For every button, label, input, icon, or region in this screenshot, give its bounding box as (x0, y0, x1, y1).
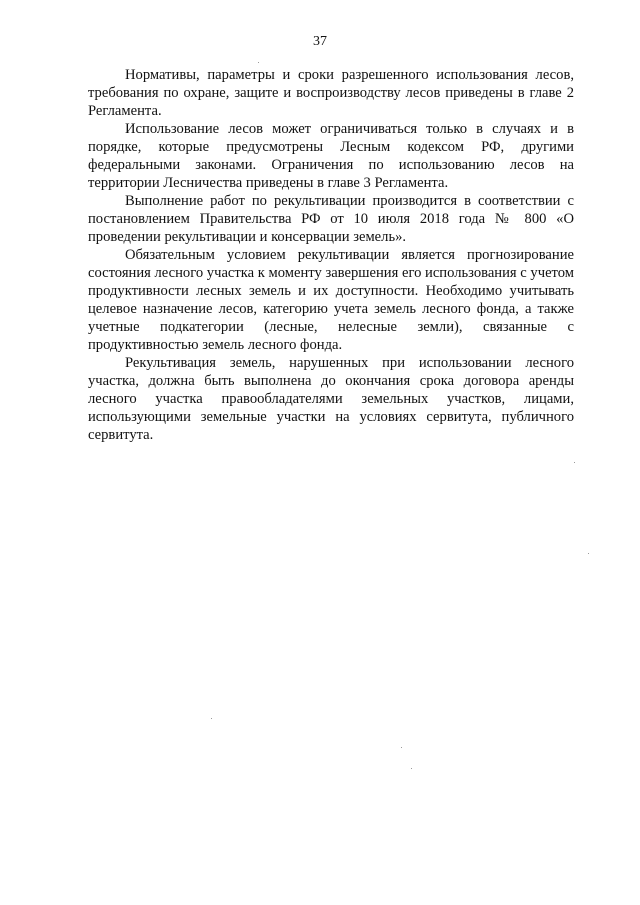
page-number: 37 (313, 34, 327, 49)
paragraph-recultivation-basis: Выполнение работ по рекультивации производится в соответствии с постановлением Правительства РФ от 10 июля 2018 года № 800 «О проведении рекультивации и консервации земель». (88, 193, 574, 245)
paragraph-forest-use-norms: Нормативы, параметры и сроки разрешенного использования лесов, требования по охране, защите и воспроизводству лесов приведены в главе 2 Регламента. (88, 67, 574, 119)
document-body (88, 66, 574, 444)
scan-speck (258, 62, 259, 63)
paragraph-forest-use-restrictions: Использование лесов может ограничиваться только в случаях и в порядке, которые предусмотрены Лесным кодексом РФ, другими федеральными законами. Ограничения по использованию лесов на территории Лесничества приведены в главе 3 Регламента. (88, 121, 574, 191)
scan-speck (411, 768, 412, 769)
scan-speck (588, 553, 589, 554)
scan-speck (574, 462, 575, 463)
paragraph-recultivation-condition: Обязательным условием рекультивации является прогнозирование состояния лесного участка к моменту завершения его использования с учетом продуктивности лесных земель и их доступности. Необходимо учитывать целевое назначение лесов, категорию учета земель лесного фонда, а также учетные подкатегории (лесные, нелесные земли), связанные с продуктивностью земель лесного фонда. (88, 247, 574, 353)
paragraph-recultivation-deadline: Рекультивация земель, нарушенных при использовании лесного участка, должна быть выполнена до окончания срока договора аренды лесного участка правообладателями земельных участков, лицами, использующими земельные участки на условиях сервитута, публичного сервитута. (88, 355, 574, 443)
scan-speck (401, 747, 402, 748)
scan-speck (211, 718, 212, 719)
